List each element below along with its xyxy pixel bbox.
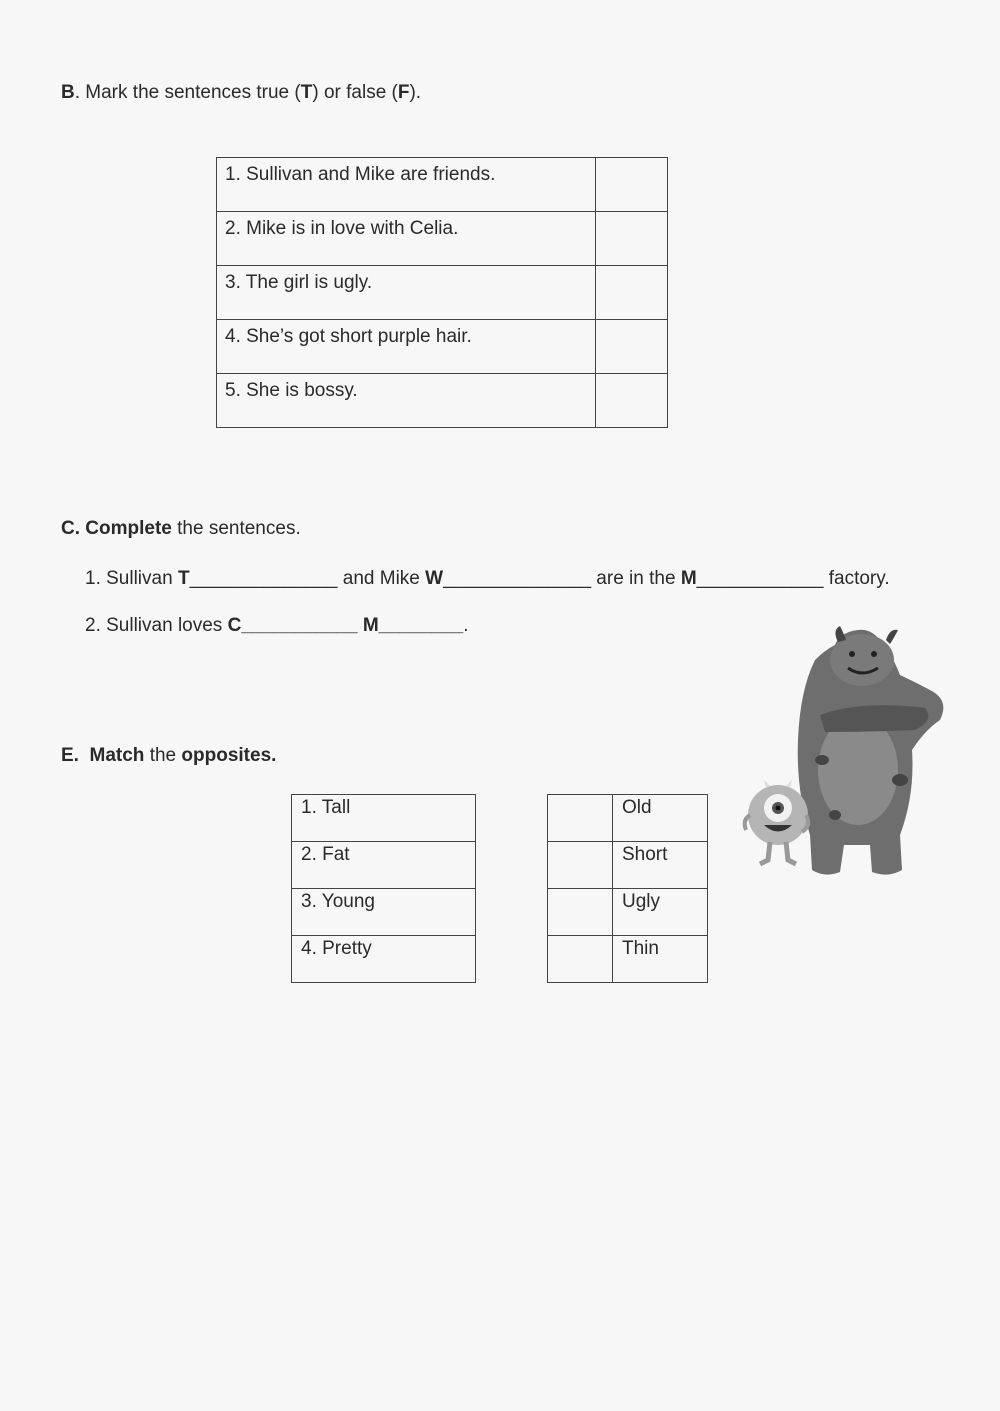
table-row bbox=[217, 320, 668, 374]
section-c-heading: C. Complete the sentences. bbox=[61, 518, 301, 539]
word-cell: Short bbox=[613, 842, 708, 889]
word-cell: Ugly bbox=[613, 889, 708, 936]
blank-3[interactable]: ____________ bbox=[696, 568, 824, 589]
blank-1[interactable]: ______________ bbox=[189, 568, 338, 589]
word-cell: Old bbox=[613, 795, 708, 842]
word-cell: 3. Young bbox=[292, 889, 476, 936]
answer-cell[interactable] bbox=[548, 889, 613, 936]
answer-cell[interactable] bbox=[548, 842, 613, 889]
answer-cell[interactable] bbox=[596, 374, 668, 428]
table-row bbox=[217, 374, 668, 428]
answer-cell[interactable] bbox=[596, 266, 668, 320]
answer-cell[interactable] bbox=[596, 158, 668, 212]
answer-cell[interactable] bbox=[548, 795, 613, 842]
word-cell: 2. Fat bbox=[292, 842, 476, 889]
statement-cell: 2. Mike is in love with Celia. bbox=[217, 212, 596, 266]
complete-sentence-1: 1. Sullivan T______________ and Mike W______________ are in the M____________ factory. bbox=[85, 568, 890, 589]
table-row bbox=[292, 889, 476, 936]
answer-cell[interactable] bbox=[596, 212, 668, 266]
table-row bbox=[548, 889, 708, 936]
blank-5[interactable]: ________ bbox=[378, 615, 464, 636]
mike-figure bbox=[745, 780, 809, 864]
complete-sentence-2: 2. Sullivan loves C___________ M________. bbox=[85, 615, 469, 636]
true-false-table bbox=[216, 157, 668, 428]
table-row bbox=[217, 212, 668, 266]
match-left-table bbox=[291, 794, 476, 983]
statement-cell: 4. She’s got short purple hair. bbox=[217, 320, 596, 374]
word-cell: 4. Pretty bbox=[292, 936, 476, 983]
sulley-figure bbox=[798, 626, 944, 875]
blank-4[interactable]: ___________ bbox=[241, 615, 358, 636]
table-row bbox=[292, 795, 476, 842]
table-row bbox=[548, 842, 708, 889]
statement-cell: 3. The girl is ugly. bbox=[217, 266, 596, 320]
answer-cell[interactable] bbox=[596, 320, 668, 374]
match-right-table bbox=[547, 794, 708, 983]
statement-cell: 1. Sullivan and Mike are friends. bbox=[217, 158, 596, 212]
blank-2[interactable]: ______________ bbox=[443, 568, 592, 589]
word-cell: Thin bbox=[613, 936, 708, 983]
table-row bbox=[292, 936, 476, 983]
monsters-illustration bbox=[740, 620, 950, 882]
table-row bbox=[548, 936, 708, 983]
section-e-heading: E. Match the opposites. bbox=[61, 745, 277, 766]
word-cell: 1. Tall bbox=[292, 795, 476, 842]
table-row bbox=[217, 266, 668, 320]
table-row bbox=[292, 842, 476, 889]
table-row bbox=[548, 795, 708, 842]
table-row bbox=[217, 158, 668, 212]
section-b-heading: B. Mark the sentences true (T) or false (F). bbox=[61, 82, 422, 103]
answer-cell[interactable] bbox=[548, 936, 613, 983]
statement-cell: 5. She is bossy. bbox=[217, 374, 596, 428]
